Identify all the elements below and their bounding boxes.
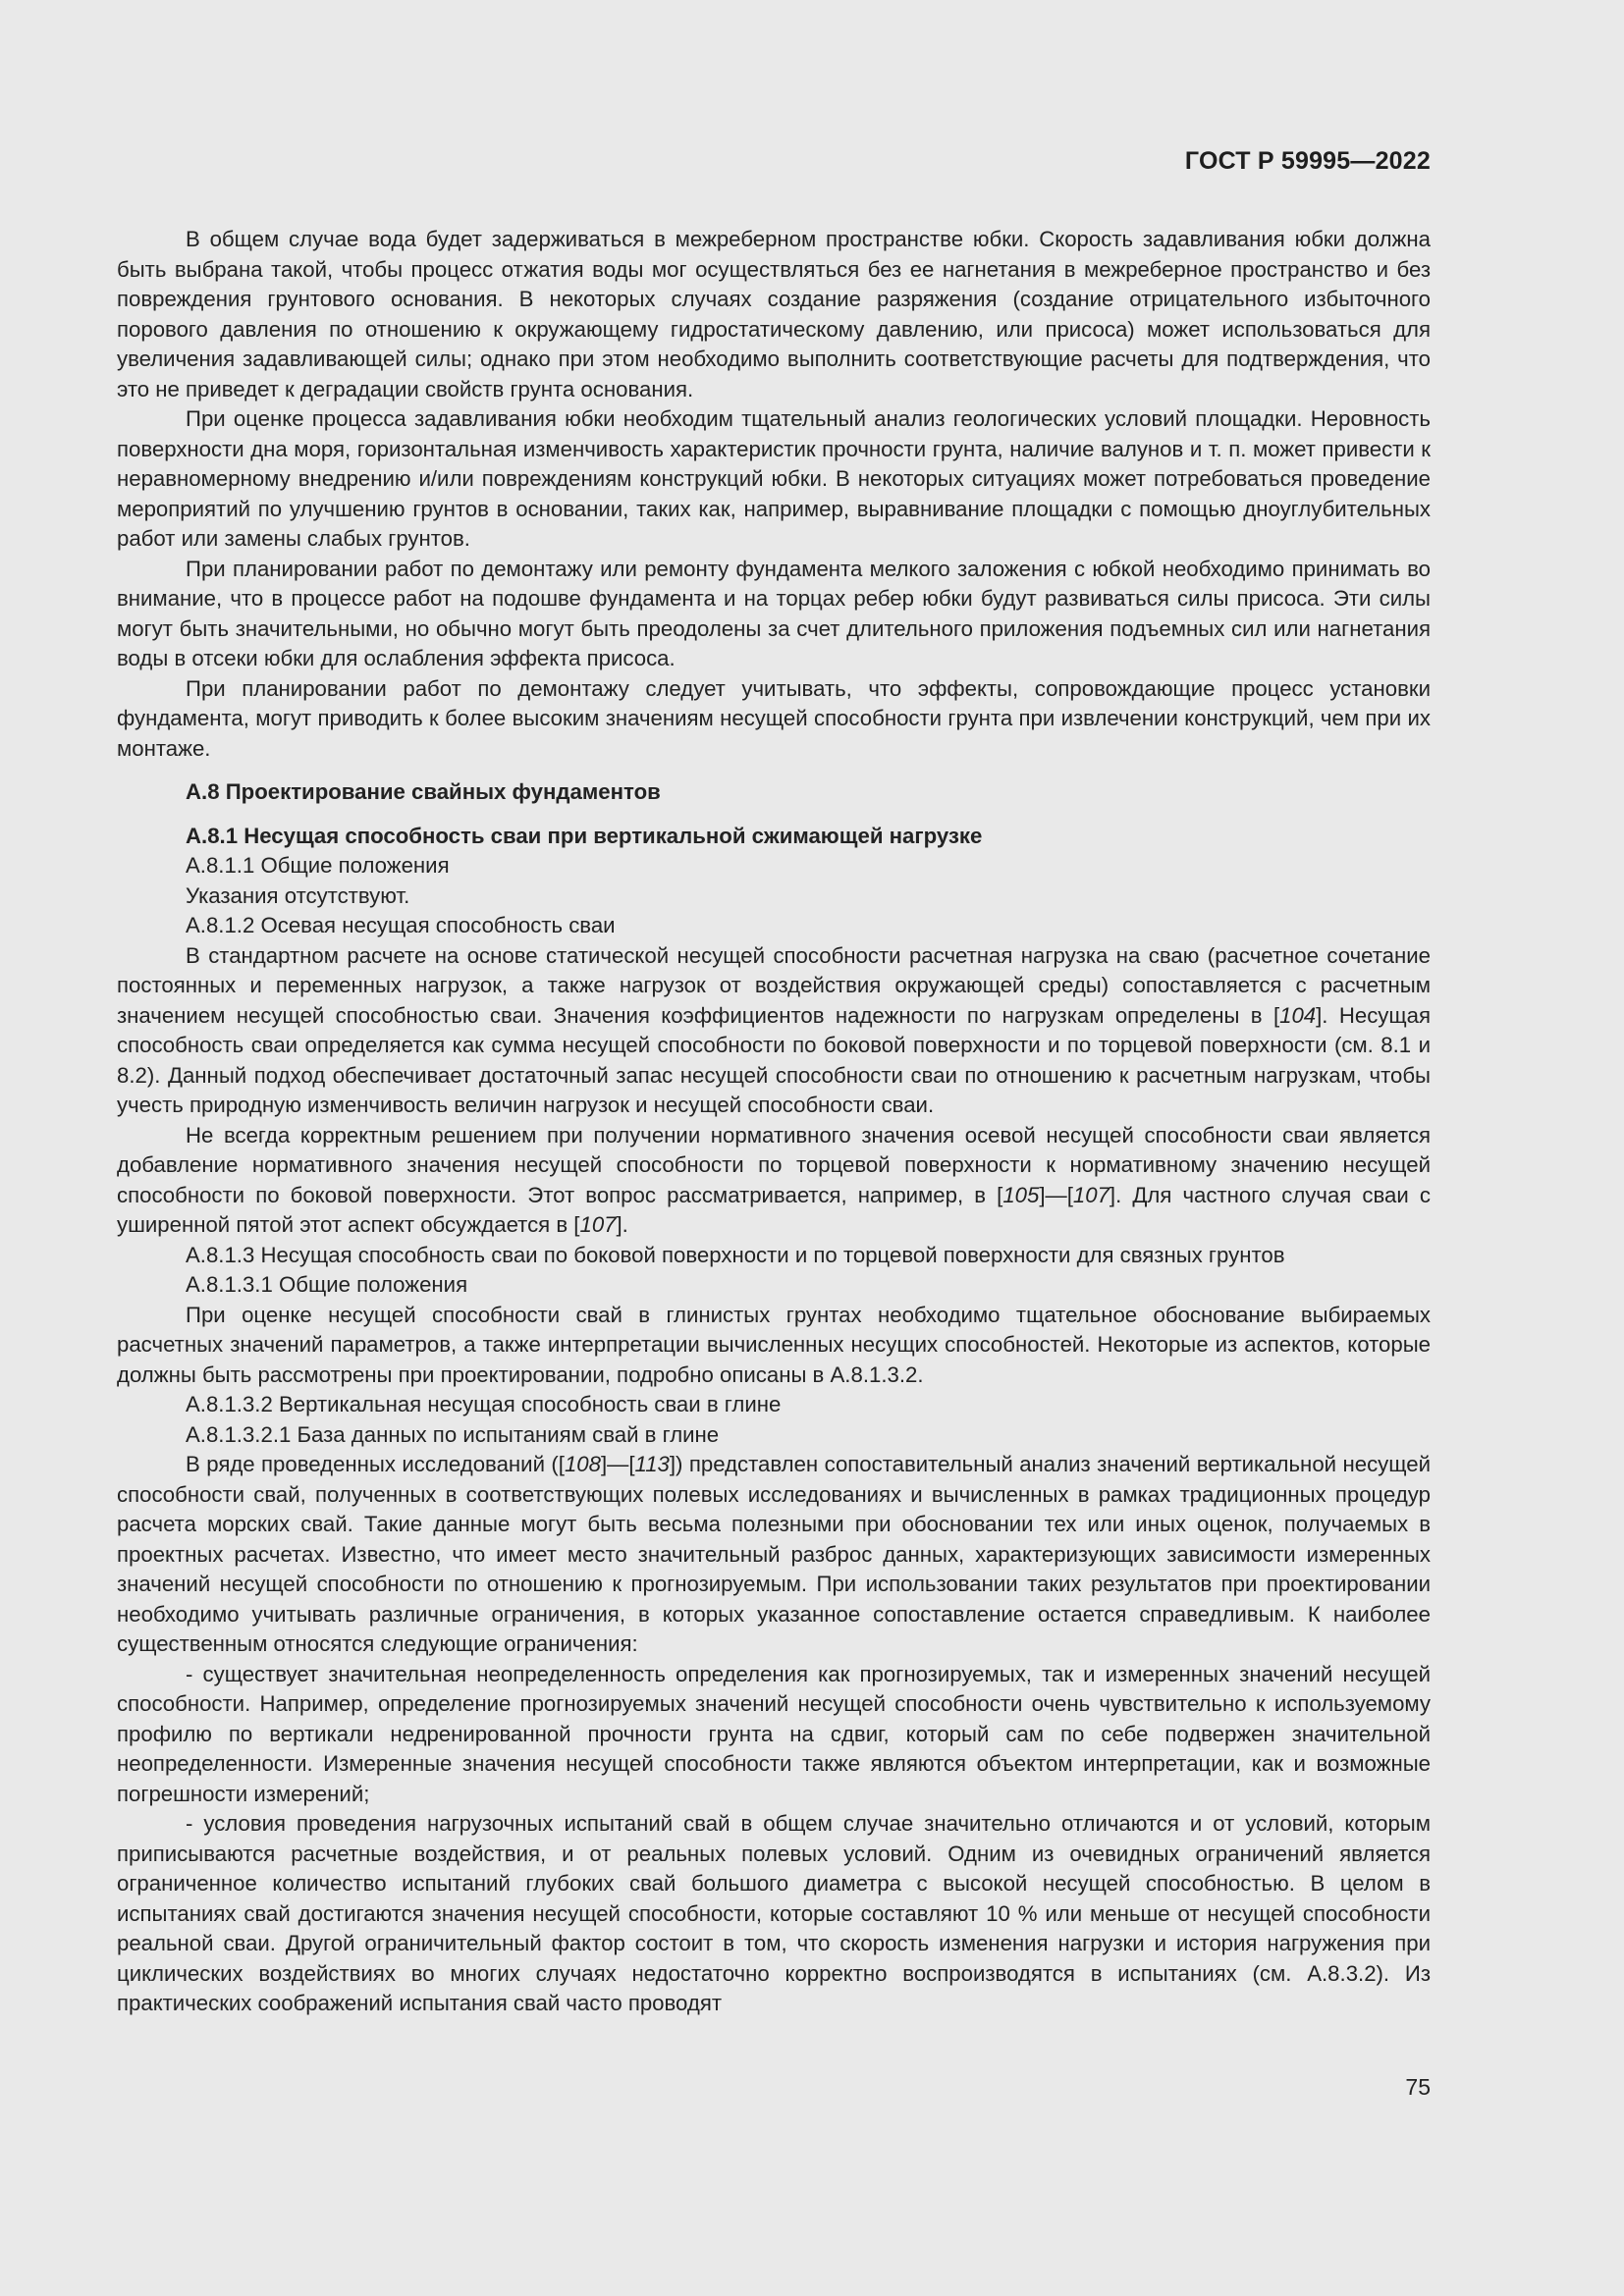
paragraph: При планировании работ по демонтажу или ремонту фундамента мелкого заложения с юбкой необходимо принимать во внимание, что в процессе работ на подошве фундамента и на торцах ребер юбки будут развиваться силы присоса. Эти силы могут быть значительными, но обычно могут быть преодолены за счет длительного приложения подъемных сил или нагнетания воды в отсеки юбки для ослабления эффекта присоса. [117, 556, 1431, 670]
paragraph: При оценке несущей способности свай в глинистых грунтах необходимо тщательное обоснование выбираемых расчетных значений параметров, а также интерпретации вычисленных несущих способностей. Некоторые из аспектов, которые должны быть рассмотрены при проектировании, подробно описаны в А.8.1.3.2. [117, 1302, 1431, 1387]
text-span: Не всегда корректным решением при получении нормативного значения осевой несущей способности сваи является добавление нормативного значения несущей способности по торцевой поверхности к нормативному значению несущей способности по боковой поверхности. Этот вопрос рассматривается, например, в [ [117, 1122, 1431, 1207]
section-heading-a81: А.8.1 Несущая способность сваи при вертикальной сжимающей нагрузке [186, 823, 983, 848]
text-span: ]. Для частного случая сваи с уширенной пятой этот аспект обсуждается в [ [117, 1182, 1431, 1237]
paragraph: При планировании работ по демонтажу следует учитывать, что эффекты, сопровождающие процесс установки фундамента, могут приводить к более высоким значениям несущей способности грунта при извлечении конструкций, чем при их монтаже. [117, 675, 1431, 761]
reference-105: 105 [1002, 1182, 1040, 1207]
reference-107: 107 [579, 1212, 617, 1237]
subsection-a811: А.8.1.1 Общие положения [186, 853, 450, 878]
paragraph [117, 1121, 1431, 1241]
text-span: В ряде проведенных исследований ([ [186, 1452, 565, 1476]
document-code-header: ГОСТ Р 59995—2022 [1184, 147, 1431, 175]
no-guidance-note: Указания отсутствуют. [186, 882, 410, 908]
paragraph: При оценке процесса задавливания юбки необходим тщательный анализ геологических условий площадки. Неровность поверхности дна моря, горизонтальная изменчивость характеристик прочности грунта, наличие валунов и т. п. может привести к неравномерному внедрению и/или повреждениям конструкций юбки. В некоторых ситуациях может потребоваться проведение мероприятий по улучшению грунтов в основании, таких как, например, выравнивание площадки с помощью дноуглубительных работ или замены слабых грунтов. [117, 406, 1431, 551]
list-item: - условия проведения нагрузочных испытаний свай в общем случае значительно отличаются и от условий, которым приписываются расчетные воздействия, и от реальных полевых условий. Одним из очевидных ограничений является ограниченное количество испытаний глубоких свай большого диаметра с высокой несущей способностью. В целом в испытаниях свай достигаются значения несущей способности, которые составляют 10 % или меньше от несущей способности реальной сваи. Другой ограничительный фактор состоит в том, что скорость изменения нагрузки и история нагружения при циклических воздействиях во многих случаях недостаточно корректно воспроизводятся в испытаниях (см. А.8.3.2). Из практических соображений испытания свай часто проводят [117, 1811, 1431, 2015]
paragraph [117, 1450, 1431, 1660]
text-span: ]. Несущая способность сваи определяется как сумма несущей способности по боковой поверхности и по торцевой поверхности (см. 8.1 и 8.2). Данный подход обеспечивает достаточный запас несущей способности сваи по отношению к расчетным нагрузкам, чтобы учесть природную изменчивость величин нагрузок и несущей способности сваи. [117, 1002, 1431, 1117]
subsection-a81321: А.8.1.3.2.1 База данных по испытаниям свай в глине [186, 1421, 720, 1447]
list-item: - существует значительная неопределенность определения как прогнозируемых, так и измеренных значений несущей способности. Например, определение прогнозируемых значений несущей способности очень чувствительно к используемому профилю по вертикали недренированной прочности грунта на сдвиг, который сам по себе подвержен значительной неопределенности. Измеренные значения несущей способности также являются объектом интерпретации, как и возможные погрешности измерений; [117, 1661, 1431, 1806]
subsection-a8131: А.8.1.3.1 Общие положения [186, 1272, 468, 1297]
text-span: ]—[ [1039, 1182, 1073, 1207]
reference-108: 108 [564, 1452, 601, 1476]
reference-104: 104 [1279, 1002, 1317, 1028]
reference-113: 113 [634, 1452, 670, 1476]
text-span: В стандартном расчете на основе статической несущей способности расчетная нагрузка на сваю (расчетное сочетание постоянных и переменных нагрузок, а также нагрузок от воздействия окружающей среды) сопоставляется с расчетным значением несущей способностью сваи. Значения коэффициентов надежности по нагрузкам определены в [ [117, 942, 1431, 1028]
text-span: ]—[ [600, 1452, 635, 1476]
page-number: 75 [1405, 2074, 1431, 2100]
reference-107: 107 [1072, 1182, 1110, 1207]
text-span: ]. [616, 1212, 628, 1237]
subsection-a813: А.8.1.3 Несущая способность сваи по боковой поверхности и по торцевой поверхности для связных грунтов [186, 1242, 1285, 1267]
subsection-a8132: А.8.1.3.2 Вертикальная несущая способность сваи в глине [186, 1392, 782, 1416]
paragraph [117, 941, 1431, 1121]
section-heading-a8: А.8 Проектирование свайных фундаментов [186, 779, 661, 804]
paragraph: В общем случае вода будет задерживаться в межреберном пространстве юбки. Скорость задавливания юбки должна быть выбрана такой, чтобы процесс отжатия воды мог осуществляться без ее нагнетания в межреберное пространство и без повреждения грунтового основания. В некоторых случаях создание разряжения (создание отрицательного избыточного порового давления по отношению к окружающему гидростатическому давлению, или присоса) может использоваться для увеличения задавливающей силы; однако при этом необходимо выполнить соответствующие расчеты для подтверждения, что это не приведет к деградации свойств грунта основания. [117, 227, 1431, 401]
text-span: ]) представлен сопоставительный анализ значений вертикальной несущей способности свай, полученных в соответствующих полевых исследованиях и вычисленных в рамках традиционных процедур расчета морских свай. Такие данные могут быть весьма полезными при обосновании тех или иных оценок, получаемых в проектных расчетах. Известно, что имеет место значительный разброс данных, характеризующих зависимости измеренных значений несущей способности по отношению к прогнозируемым. При использовании таких результатов при проектировании необходимо учитывать различные ограничения, в которых указанное сопоставление остается справедливым. К наиболее существенным относятся следующие ограничения: [117, 1452, 1431, 1656]
subsection-a812: А.8.1.2 Осевая несущая способность сваи [186, 913, 616, 937]
document-body [117, 225, 1431, 2019]
